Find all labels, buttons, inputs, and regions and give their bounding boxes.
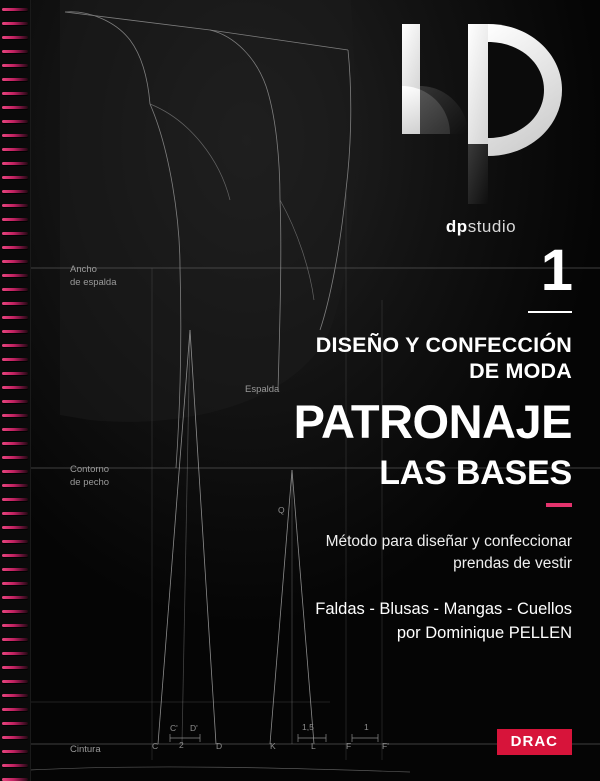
drawing-label-contorno-de-pecho-line2: de pecho	[70, 477, 110, 488]
binding-ring	[2, 22, 28, 25]
binding-ring	[2, 148, 28, 151]
binding-ring	[2, 708, 28, 711]
drawing-point-F-prime: F'	[382, 741, 389, 751]
binding-ring	[2, 470, 28, 473]
binding-ring	[2, 568, 28, 571]
series-title-line-2: DE MODA	[469, 358, 572, 383]
series-title-line-1: DISEÑO Y CONFECCIÓN	[315, 333, 572, 358]
binding-ring	[2, 372, 28, 375]
binding-ring	[2, 694, 28, 697]
binding-rings	[0, 0, 30, 781]
logo-wordmark	[386, 217, 576, 237]
cover-text-column	[287, 238, 572, 646]
volume-row	[287, 238, 572, 303]
publisher-logo	[386, 24, 576, 237]
drawing-label-ancho-de-espalda-line2: de espalda	[70, 277, 117, 288]
binding-ring	[2, 764, 28, 767]
drawing-point-Q: Q	[278, 505, 285, 515]
sub-title: LAS BASES	[379, 453, 572, 492]
binding-ring	[2, 162, 28, 165]
drawing-measure-2: 2	[179, 740, 184, 750]
volume-rule	[528, 311, 572, 313]
binding-ring	[2, 344, 28, 347]
binding-ring	[2, 386, 28, 389]
binding-ring	[2, 652, 28, 655]
binding-ring	[2, 358, 28, 361]
binding-ring	[2, 190, 28, 193]
binding-ring	[2, 554, 28, 557]
binding-ring	[2, 414, 28, 417]
binding-ring	[2, 36, 28, 39]
binding-ring	[2, 456, 28, 459]
binding-ring	[2, 64, 28, 67]
binding-ring	[2, 260, 28, 263]
binding-ring	[2, 680, 28, 683]
drawing-point-L: L	[311, 741, 316, 751]
binding-ring	[2, 8, 28, 11]
binding-ring	[2, 400, 28, 403]
drawing-point-C: C	[152, 741, 159, 751]
binding-ring	[2, 330, 28, 333]
main-title: PATRONAJE	[293, 394, 572, 448]
binding-ring	[2, 610, 28, 613]
volume-number: 1	[540, 238, 572, 303]
drawing-point-F: F	[346, 741, 352, 751]
drawing-label-cintura: Cintura	[70, 744, 101, 755]
binding-ring	[2, 526, 28, 529]
binding-ring	[2, 106, 28, 109]
tagline	[287, 531, 572, 576]
binding-ring	[2, 50, 28, 53]
binding-ring	[2, 442, 28, 445]
binding-ring	[2, 666, 28, 669]
binding-ring	[2, 218, 28, 221]
binding-ring	[2, 624, 28, 627]
drawing-point-D: D	[216, 741, 223, 751]
binding-ring	[2, 498, 28, 501]
tagline-line-2: prendas de vestir	[453, 555, 572, 573]
binding-ring	[2, 736, 28, 739]
binding-ring	[2, 750, 28, 753]
binding-ring	[2, 722, 28, 725]
spiral-binding	[0, 0, 31, 781]
publisher-badge: DRAC	[497, 729, 572, 755]
binding-ring	[2, 176, 28, 179]
binding-ring	[2, 134, 28, 137]
binding-ring	[2, 232, 28, 235]
binding-ring	[2, 92, 28, 95]
drawing-point-C-prime: C'	[170, 723, 178, 733]
drawing-point-K: K	[270, 741, 276, 751]
drawing-label-contorno-de-pecho-line1: Contorno	[70, 464, 110, 475]
binding-ring	[2, 540, 28, 543]
series-title	[287, 333, 572, 384]
garment-list: Faldas - Blusas - Mangas - Cuellos	[315, 599, 572, 618]
binding-ring	[2, 316, 28, 319]
binding-ring	[2, 484, 28, 487]
binding-ring	[2, 274, 28, 277]
drawing-label-ancho-de-espalda-line1: Ancho	[70, 264, 97, 275]
binding-ring	[2, 582, 28, 585]
dp-monogram-icon	[394, 24, 574, 204]
drawing-label-espalda: Espalda	[245, 384, 280, 395]
binding-ring	[2, 428, 28, 431]
binding-ring	[2, 246, 28, 249]
logo-wordmark-suffix: studio	[467, 217, 517, 236]
binding-ring	[2, 204, 28, 207]
drawing-point-D-prime: D'	[190, 723, 198, 733]
binding-ring	[2, 288, 28, 291]
binding-ring	[2, 512, 28, 515]
logo-wordmark-prefix: dp	[445, 217, 468, 236]
tagline-line-1: Método para diseñar y confeccionar	[325, 532, 572, 550]
drawing-measure-1: 1	[364, 722, 369, 732]
binding-ring	[2, 120, 28, 123]
accent-rule	[546, 503, 572, 507]
drawing-measure-1-5: 1,5	[302, 722, 314, 732]
binding-ring	[2, 596, 28, 599]
binding-ring	[2, 78, 28, 81]
binding-ring	[2, 638, 28, 641]
binding-ring	[2, 302, 28, 305]
author-line: por Dominique PELLEN	[396, 623, 572, 642]
